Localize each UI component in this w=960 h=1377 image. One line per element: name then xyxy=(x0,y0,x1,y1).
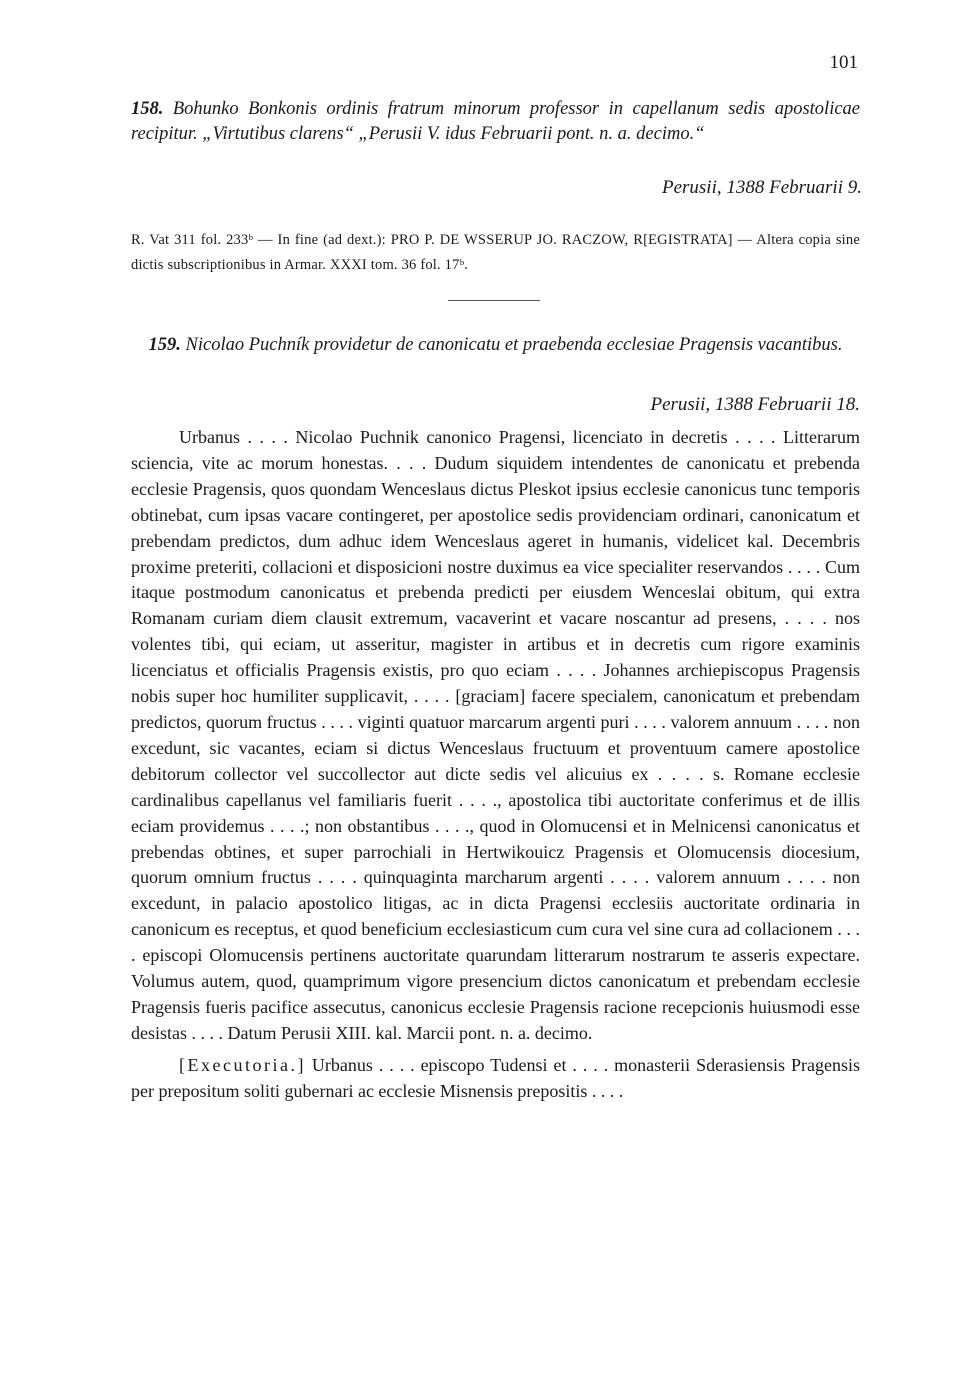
entry-159-number: 159. xyxy=(148,335,181,355)
executoria-text: Urbanus . . . . episcopo Tudensi et . . . . monasterii Sderasiensis Pragensis per prepositum soliti gubernari ac ecclesie Misnensis prepositis . . . . xyxy=(131,1054,860,1101)
page-number: 101 xyxy=(829,52,858,73)
entry-159-heading xyxy=(131,333,860,358)
entry-158-heading xyxy=(131,97,860,147)
executoria-label: [Executoria.] xyxy=(179,1054,306,1075)
entry-159-letter: Urbanus . . . . Nicolao Puchnik canonico Pragensi, licenciato in decretis . . . . Litterarum sciencia, vite ac morum honestas. . . . Dudum siquidem intendentes de canonicatu et prebenda ecclesie Pragensis, quos quondam Wenceslaus dictus Pleskot ipsius ecclesie canonicus tunc temporis obtinebat, cum ipsas vacare contingeret, per apostolice sedis providenciam ordinari, canonicatum et prebendam predictos, dum adhuc idem Wenceslaus ageret in humanis, videlicet kal. Decembris proxime preteriti, collacioni et disposicioni nostre duximus ea vice specialiter reservandos . . . . Cum itaque postmodum canonicatus et prebenda predicti per eiusdem Wenceslai obitum, qui extra Romanam curiam diem clausit extremum, vacaverint et vacare noscantur ad presens, . . . . nos volentes tibi, qui eciam, ut asseritur, magister in artibus et in decretis cum rigore examinis licenciatus et officialis Pragensis existis, pro quo eciam . . . . Johannes archiepiscopus Pragensis nobis super hoc humiliter supplicavit, . . . . [graciam] facere specialem, canonicatum et prebendam predictos, quorum fructus . . . . viginti quatuor marcarum argenti puri . . . . valorem annuum . . . . non excedunt, sic vacantes, eciam si dictus Wenceslaus fructuum et proventuum camere apostolice debitorum collector vel succollector aut dicte sedis vel alicuius ex . . . . s. Romane ecclesie cardinalibus capellanus vel familiaris fuerit . . . ., apostolica tibi auctoritate conferimus et de illis eciam providemus . . . .; non obstantibus . . . ., quod in Olomucensi et in Melnicensi canonicatus et prebendas obtines, et super parrochiali in Hertwikouicz Pragensis et Olomucensis diocesium, quorum omnium fructus . . . . quinquaginta marcharum argenti . . . . valorem annuum . . . . non excedunt, in palacio apostolico litigas, ac in dicta Pragensi ecclesiis auctoritate ordinaria in canonicum es receptus, et quod beneficium ecclesiasticum cum cura vel sine cura ad collacionem . . . . episcopi Olomucensis pertinens auctoritate quarundam litterarum nostrarum te asseris expectare. Volumus autem, quod, quamprimum vigore presencium dictos canonicatum et prebendam ecclesie Pragensis fueris pacifice assecutus, canonicus ecclesie Pragensis racione recepcionis huiusmodi esse desistas . . . . Datum Perusii XIII. kal. Marcii pont. n. a. decimo. xyxy=(131,427,860,1043)
entry-158-place-date: Perusii, 1388 Februarii 9. xyxy=(661,177,862,198)
entry-159-place-date: Perusii, 1388 Februarii 18. xyxy=(650,394,860,415)
entry-158-source-note: R. Vat 311 fol. 233ᵇ — In fine (ad dext.): PRO P. DE WSSERUP JO. RACZOW, R[EGISTRATA] — Altera copia sine dictis subscriptionibus in Armar. XXXI tom. 36 fol. 17ᵇ. xyxy=(131,232,860,273)
section-divider xyxy=(448,300,540,301)
entry-158-number: 158. xyxy=(131,99,164,119)
entry-158-title: Bohunko Bonkonis ordinis fratrum minorum professor in capellanum sedis apostolicae recipitur. „Virtutibus clarens“ „Perusii V. idus Februarii pont. n. a. decimo.“ xyxy=(131,99,861,144)
entry-159-body xyxy=(131,425,860,1105)
entry-159-title: Nicolao Puchník providetur de canonicatu et praebenda ecclesiae Pragensis vacantibus. xyxy=(185,335,843,355)
entry-159-executoria xyxy=(131,1053,860,1105)
